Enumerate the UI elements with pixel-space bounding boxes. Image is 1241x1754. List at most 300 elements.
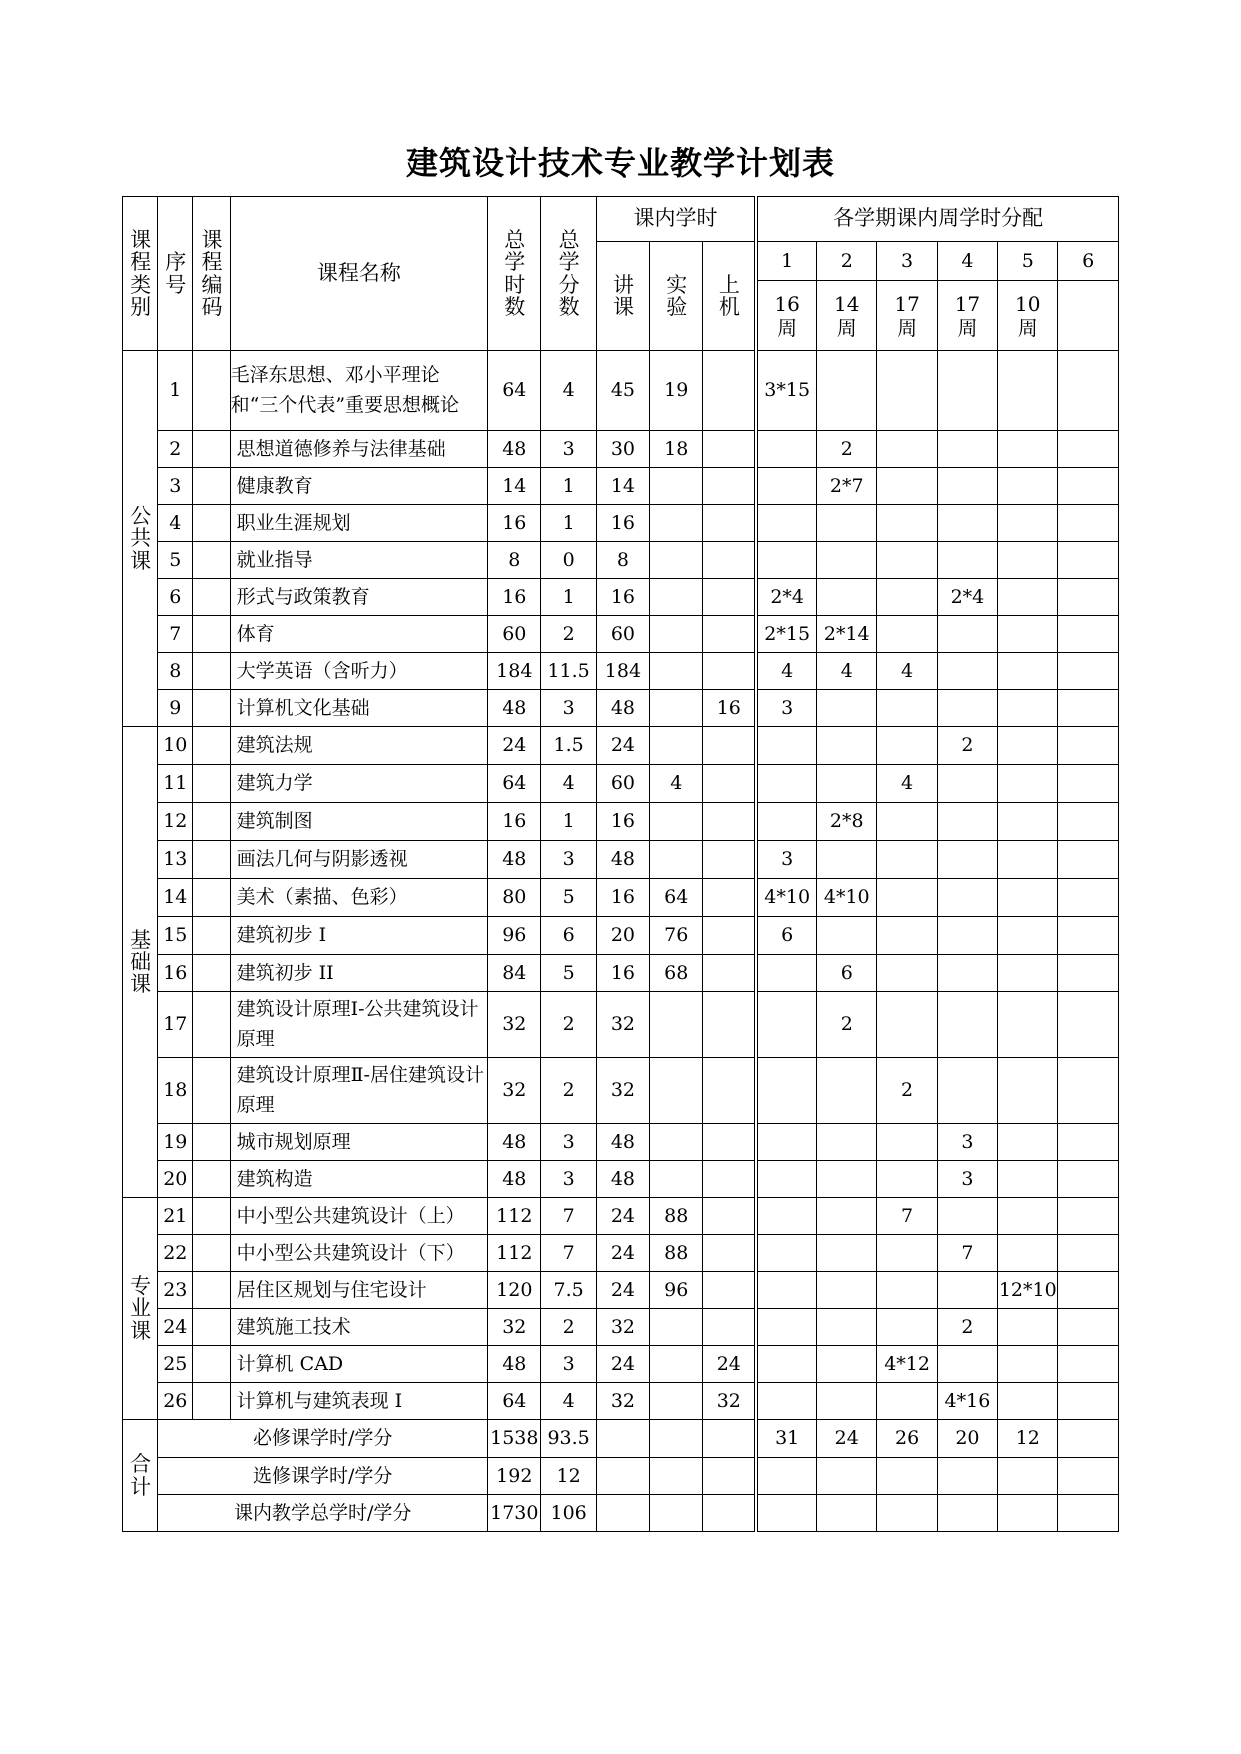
cell-course-name: 体育 [230, 616, 488, 653]
cell-code [193, 917, 230, 955]
category-total: 合计 [123, 1420, 158, 1532]
cell-semester-5 [998, 431, 1058, 468]
cell-semester-3: 7 [877, 1198, 937, 1235]
cell-course-name: 画法几何与阴影透视 [230, 841, 488, 879]
total-lecture [596, 1420, 649, 1458]
cell-semester-3 [877, 917, 937, 955]
cell-code [193, 1058, 230, 1124]
cell-total-hours: 64 [488, 351, 541, 431]
cell-semester-4 [937, 765, 997, 803]
cell-semester-5 [998, 579, 1058, 616]
cell-semester-5 [998, 1161, 1058, 1198]
cell-semester-3 [877, 841, 937, 879]
table-row [123, 616, 1119, 653]
cell-semester-6 [1058, 879, 1119, 917]
cell-seq: 6 [158, 579, 193, 616]
cell-semester-2 [817, 727, 877, 765]
table-row [123, 765, 1119, 803]
cell-computer [703, 431, 756, 468]
cell-semester-1 [756, 1058, 816, 1124]
semester-2: 2 [817, 242, 877, 281]
page-title: 建筑设计技术专业教学计划表 [405, 144, 835, 182]
cell-semester-4 [937, 992, 997, 1058]
header-total-hours: 总学时数 [488, 197, 541, 351]
cell-semester-1 [756, 542, 816, 579]
cell-lecture: 14 [596, 468, 649, 505]
cell-total-hours: 48 [488, 841, 541, 879]
cell-lab: 18 [650, 431, 703, 468]
cell-seq: 9 [158, 690, 193, 727]
cell-semester-3 [877, 1383, 937, 1420]
total-lab [650, 1495, 703, 1532]
cell-credits: 3 [541, 1124, 596, 1161]
cell-semester-1: 6 [756, 917, 816, 955]
cell-semester-6 [1058, 1235, 1119, 1272]
cell-semester-4 [937, 917, 997, 955]
cell-computer [703, 542, 756, 579]
cell-semester-4 [937, 955, 997, 992]
cell-semester-4: 4*16 [937, 1383, 997, 1420]
table-row [123, 431, 1119, 468]
cell-semester-6 [1058, 1346, 1119, 1383]
table-row [123, 1198, 1119, 1235]
cell-credits: 4 [541, 351, 596, 431]
cell-semester-5 [998, 1124, 1058, 1161]
total-label: 课内教学总学时/学分 [158, 1495, 488, 1532]
cell-semester-2 [817, 1058, 877, 1124]
cell-semester-2: 4*10 [817, 879, 877, 917]
cell-credits: 1 [541, 505, 596, 542]
cell-course-name: 建筑施工技术 [230, 1309, 488, 1346]
total-computer [703, 1420, 756, 1458]
cell-semester-6 [1058, 1124, 1119, 1161]
cell-semester-5 [998, 992, 1058, 1058]
cell-semester-6 [1058, 1161, 1119, 1198]
cell-lecture: 32 [596, 1058, 649, 1124]
cell-semester-2 [817, 579, 877, 616]
cell-lab: 88 [650, 1235, 703, 1272]
cell-semester-2 [817, 542, 877, 579]
total-credits: 12 [541, 1458, 596, 1495]
total-credits: 106 [541, 1495, 596, 1532]
cell-course-name: 建筑法规 [230, 727, 488, 765]
semester-4-weeks: 17 周 [937, 281, 997, 351]
cell-lecture: 32 [596, 1309, 649, 1346]
cell-seq: 8 [158, 653, 193, 690]
cell-semester-1 [756, 1198, 816, 1235]
cell-semester-3 [877, 1272, 937, 1309]
cell-lab [650, 992, 703, 1058]
table-row [123, 690, 1119, 727]
cell-semester-3 [877, 351, 937, 431]
cell-semester-2: 2*7 [817, 468, 877, 505]
cell-total-hours: 112 [488, 1198, 541, 1235]
table-row [123, 542, 1119, 579]
cell-credits: 0 [541, 542, 596, 579]
total-hours: 1538 [488, 1420, 541, 1458]
cell-semester-2 [817, 505, 877, 542]
total-semester-4 [937, 1458, 997, 1495]
cell-lecture: 184 [596, 653, 649, 690]
cell-lecture: 32 [596, 1383, 649, 1420]
cell-course-name: 建筑制图 [230, 803, 488, 841]
cell-semester-4: 7 [937, 1235, 997, 1272]
cell-semester-3: 4 [877, 653, 937, 690]
cell-semester-6 [1058, 579, 1119, 616]
cell-code [193, 727, 230, 765]
cell-seq: 13 [158, 841, 193, 879]
cell-total-hours: 48 [488, 1346, 541, 1383]
cell-semester-6 [1058, 955, 1119, 992]
cell-computer [703, 1161, 756, 1198]
cell-semester-6 [1058, 1383, 1119, 1420]
cell-credits: 4 [541, 765, 596, 803]
cell-semester-6 [1058, 351, 1119, 431]
cell-code [193, 1198, 230, 1235]
cell-semester-2: 4 [817, 653, 877, 690]
cell-computer [703, 653, 756, 690]
cell-semester-3: 2 [877, 1058, 937, 1124]
cell-seq: 24 [158, 1309, 193, 1346]
cell-lab: 68 [650, 955, 703, 992]
header-lecture: 讲课 [596, 242, 649, 351]
table-row [123, 1309, 1119, 1346]
total-semester-5 [998, 1458, 1058, 1495]
cell-computer [703, 765, 756, 803]
cell-lab [650, 1058, 703, 1124]
cell-semester-6 [1058, 690, 1119, 727]
total-lecture [596, 1495, 649, 1532]
cell-semester-3: 4*12 [877, 1346, 937, 1383]
cell-seq: 15 [158, 917, 193, 955]
cell-semester-2 [817, 351, 877, 431]
total-semester-3: 26 [877, 1420, 937, 1458]
cell-lab: 4 [650, 765, 703, 803]
cell-course-name: 计算机文化基础 [230, 690, 488, 727]
cell-credits: 2 [541, 616, 596, 653]
cell-semester-1 [756, 1124, 816, 1161]
cell-computer [703, 1309, 756, 1346]
cell-semester-1: 2*4 [756, 579, 816, 616]
total-semester-1: 31 [756, 1420, 816, 1458]
cell-computer [703, 616, 756, 653]
cell-computer [703, 1124, 756, 1161]
cell-lecture: 16 [596, 879, 649, 917]
cell-seq: 25 [158, 1346, 193, 1383]
table-row [123, 803, 1119, 841]
cell-code [193, 1383, 230, 1420]
cell-credits: 5 [541, 955, 596, 992]
cell-semester-5 [998, 690, 1058, 727]
cell-semester-6 [1058, 616, 1119, 653]
cell-lecture: 20 [596, 917, 649, 955]
cell-lecture: 24 [596, 1235, 649, 1272]
cell-lab [650, 542, 703, 579]
cell-semester-6 [1058, 1272, 1119, 1309]
cell-lab [650, 1309, 703, 1346]
cell-total-hours: 16 [488, 803, 541, 841]
cell-semester-1 [756, 505, 816, 542]
cell-semester-4 [937, 841, 997, 879]
cell-course-name: 就业指导 [230, 542, 488, 579]
cell-code [193, 505, 230, 542]
cell-credits: 2 [541, 992, 596, 1058]
table-row [123, 1383, 1119, 1420]
cell-computer: 24 [703, 1346, 756, 1383]
cell-code [193, 1272, 230, 1309]
cell-total-hours: 120 [488, 1272, 541, 1309]
cell-semester-4 [937, 616, 997, 653]
table-row [123, 1124, 1119, 1161]
cell-seq: 1 [158, 351, 193, 431]
cell-code [193, 1309, 230, 1346]
cell-course-name: 美术（素描、色彩） [230, 879, 488, 917]
table-row [123, 505, 1119, 542]
cell-semester-1 [756, 992, 816, 1058]
total-semester-3 [877, 1495, 937, 1532]
cell-credits: 4 [541, 1383, 596, 1420]
total-credits: 93.5 [541, 1420, 596, 1458]
cell-total-hours: 64 [488, 765, 541, 803]
semester-5-weeks: 10 周 [998, 281, 1058, 351]
cell-semester-6 [1058, 803, 1119, 841]
cell-code [193, 1235, 230, 1272]
cell-semester-4 [937, 1272, 997, 1309]
cell-semester-6 [1058, 765, 1119, 803]
cell-semester-4: 3 [937, 1161, 997, 1198]
cell-semester-1 [756, 803, 816, 841]
cell-lab [650, 505, 703, 542]
cell-total-hours: 48 [488, 1124, 541, 1161]
cell-semester-5 [998, 1383, 1058, 1420]
cell-code [193, 955, 230, 992]
cell-credits: 7 [541, 1235, 596, 1272]
table-row [123, 727, 1119, 765]
cell-seq: 16 [158, 955, 193, 992]
cell-semester-4 [937, 431, 997, 468]
header-seq: 序号 [158, 197, 193, 351]
cell-credits: 1.5 [541, 727, 596, 765]
cell-seq: 14 [158, 879, 193, 917]
cell-total-hours: 16 [488, 505, 541, 542]
total-semester-6 [1058, 1458, 1119, 1495]
cell-credits: 5 [541, 879, 596, 917]
cell-lecture: 24 [596, 1198, 649, 1235]
cell-semester-2: 2*8 [817, 803, 877, 841]
cell-course-name: 居住区规划与住宅设计 [230, 1272, 488, 1309]
cell-semester-5 [998, 616, 1058, 653]
cell-total-hours: 24 [488, 727, 541, 765]
cell-lab [650, 579, 703, 616]
cell-seq: 10 [158, 727, 193, 765]
cell-semester-5 [998, 803, 1058, 841]
cell-credits: 2 [541, 1309, 596, 1346]
table-row [123, 1235, 1119, 1272]
cell-code [193, 803, 230, 841]
cell-semester-2: 6 [817, 955, 877, 992]
cell-code [193, 653, 230, 690]
cell-lecture: 24 [596, 1346, 649, 1383]
cell-code [193, 1124, 230, 1161]
cell-semester-1: 2*15 [756, 616, 816, 653]
cell-semester-2: 2 [817, 992, 877, 1058]
cell-total-hours: 48 [488, 690, 541, 727]
cell-semester-4: 3 [937, 1124, 997, 1161]
cell-credits: 11.5 [541, 653, 596, 690]
cell-code [193, 879, 230, 917]
cell-semester-3 [877, 542, 937, 579]
cell-semester-4 [937, 690, 997, 727]
cell-course-name: 思想道德修养与法律基础 [230, 431, 488, 468]
cell-computer [703, 468, 756, 505]
cell-seq: 23 [158, 1272, 193, 1309]
cell-semester-1 [756, 765, 816, 803]
total-hours: 1730 [488, 1495, 541, 1532]
header-category: 课程类别 [123, 197, 158, 351]
cell-lab [650, 727, 703, 765]
semester-1: 1 [756, 242, 816, 281]
cell-semester-2 [817, 1124, 877, 1161]
cell-lab: 96 [650, 1272, 703, 1309]
cell-seq: 20 [158, 1161, 193, 1198]
total-row [123, 1420, 1119, 1458]
cell-seq: 22 [158, 1235, 193, 1272]
cell-course-name: 毛泽东思想、邓小平理论和“三个代表”重要思想概论 [230, 351, 488, 431]
cell-total-hours: 14 [488, 468, 541, 505]
cell-semester-5: 12*10 [998, 1272, 1058, 1309]
cell-semester-6 [1058, 1198, 1119, 1235]
cell-course-name: 中小型公共建筑设计（上） [230, 1198, 488, 1235]
cell-computer [703, 992, 756, 1058]
cell-semester-3 [877, 1124, 937, 1161]
cell-credits: 7 [541, 1198, 596, 1235]
cell-lecture: 48 [596, 690, 649, 727]
cell-lecture: 24 [596, 1272, 649, 1309]
total-label: 选修课学时/学分 [158, 1458, 488, 1495]
cell-course-name: 形式与政策教育 [230, 579, 488, 616]
cell-lab: 19 [650, 351, 703, 431]
cell-semester-3 [877, 690, 937, 727]
cell-semester-3 [877, 579, 937, 616]
cell-semester-5 [998, 1235, 1058, 1272]
cell-lab [650, 1346, 703, 1383]
semester-3-weeks: 17 周 [877, 281, 937, 351]
cell-semester-5 [998, 505, 1058, 542]
cell-total-hours: 184 [488, 653, 541, 690]
cell-semester-6 [1058, 431, 1119, 468]
cell-semester-1 [756, 1235, 816, 1272]
cell-semester-5 [998, 468, 1058, 505]
cell-semester-4 [937, 879, 997, 917]
cell-total-hours: 80 [488, 879, 541, 917]
cell-course-name: 大学英语（含听力） [230, 653, 488, 690]
cell-seq: 19 [158, 1124, 193, 1161]
cell-code [193, 690, 230, 727]
cell-seq: 12 [158, 803, 193, 841]
cell-semester-6 [1058, 542, 1119, 579]
cell-total-hours: 48 [488, 1161, 541, 1198]
cell-total-hours: 64 [488, 1383, 541, 1420]
cell-computer: 32 [703, 1383, 756, 1420]
cell-course-name: 健康教育 [230, 468, 488, 505]
cell-seq: 7 [158, 616, 193, 653]
cell-code [193, 616, 230, 653]
cell-semester-2 [817, 1272, 877, 1309]
cell-computer [703, 1272, 756, 1309]
cell-semester-4: 2 [937, 1309, 997, 1346]
cell-credits: 3 [541, 690, 596, 727]
cell-semester-2 [817, 690, 877, 727]
total-hours: 192 [488, 1458, 541, 1495]
cell-course-name: 计算机与建筑表现 I [230, 1383, 488, 1420]
cell-semester-5 [998, 765, 1058, 803]
cell-lab: 64 [650, 879, 703, 917]
semester-6: 6 [1058, 242, 1119, 281]
cell-total-hours: 48 [488, 431, 541, 468]
cell-semester-4 [937, 542, 997, 579]
cell-total-hours: 8 [488, 542, 541, 579]
cell-computer: 16 [703, 690, 756, 727]
cell-lecture: 45 [596, 351, 649, 431]
cell-semester-1 [756, 1346, 816, 1383]
cell-total-hours: 16 [488, 579, 541, 616]
cell-semester-3 [877, 616, 937, 653]
cell-semester-3 [877, 468, 937, 505]
cell-semester-4: 2 [937, 727, 997, 765]
cell-semester-1 [756, 955, 816, 992]
total-semester-4 [937, 1495, 997, 1532]
total-label: 必修课学时/学分 [158, 1420, 488, 1458]
header-semester-dist: 各学期课内周学时分配 [756, 197, 1118, 242]
cell-lecture: 48 [596, 1161, 649, 1198]
cell-code [193, 1161, 230, 1198]
header-code: 课程编码 [193, 197, 230, 351]
header-lab: 实验 [650, 242, 703, 351]
cell-semester-4 [937, 1058, 997, 1124]
cell-computer [703, 579, 756, 616]
table-row [123, 879, 1119, 917]
cell-computer [703, 803, 756, 841]
cell-lecture: 8 [596, 542, 649, 579]
cell-lecture: 60 [596, 616, 649, 653]
cell-semester-3 [877, 431, 937, 468]
cell-total-hours: 84 [488, 955, 541, 992]
cell-credits: 3 [541, 431, 596, 468]
cell-semester-3 [877, 992, 937, 1058]
cell-semester-6 [1058, 917, 1119, 955]
total-semester-2: 24 [817, 1420, 877, 1458]
category-major: 专业课 [123, 1198, 158, 1420]
cell-credits: 2 [541, 1058, 596, 1124]
cell-course-name: 计算机 CAD [230, 1346, 488, 1383]
table-row [123, 468, 1119, 505]
cell-credits: 7.5 [541, 1272, 596, 1309]
cell-semester-1 [756, 1272, 816, 1309]
cell-total-hours: 32 [488, 1309, 541, 1346]
cell-lab [650, 690, 703, 727]
cell-seq: 2 [158, 431, 193, 468]
cell-code [193, 579, 230, 616]
cell-seq: 3 [158, 468, 193, 505]
cell-computer [703, 1198, 756, 1235]
cell-course-name: 建筑初步 II [230, 955, 488, 992]
cell-lab [650, 803, 703, 841]
cell-course-name: 建筑设计原理Ⅱ-居住建筑设计原理 [230, 1058, 488, 1124]
cell-lecture: 16 [596, 505, 649, 542]
cell-lecture: 24 [596, 727, 649, 765]
cell-semester-5 [998, 917, 1058, 955]
total-computer [703, 1495, 756, 1532]
